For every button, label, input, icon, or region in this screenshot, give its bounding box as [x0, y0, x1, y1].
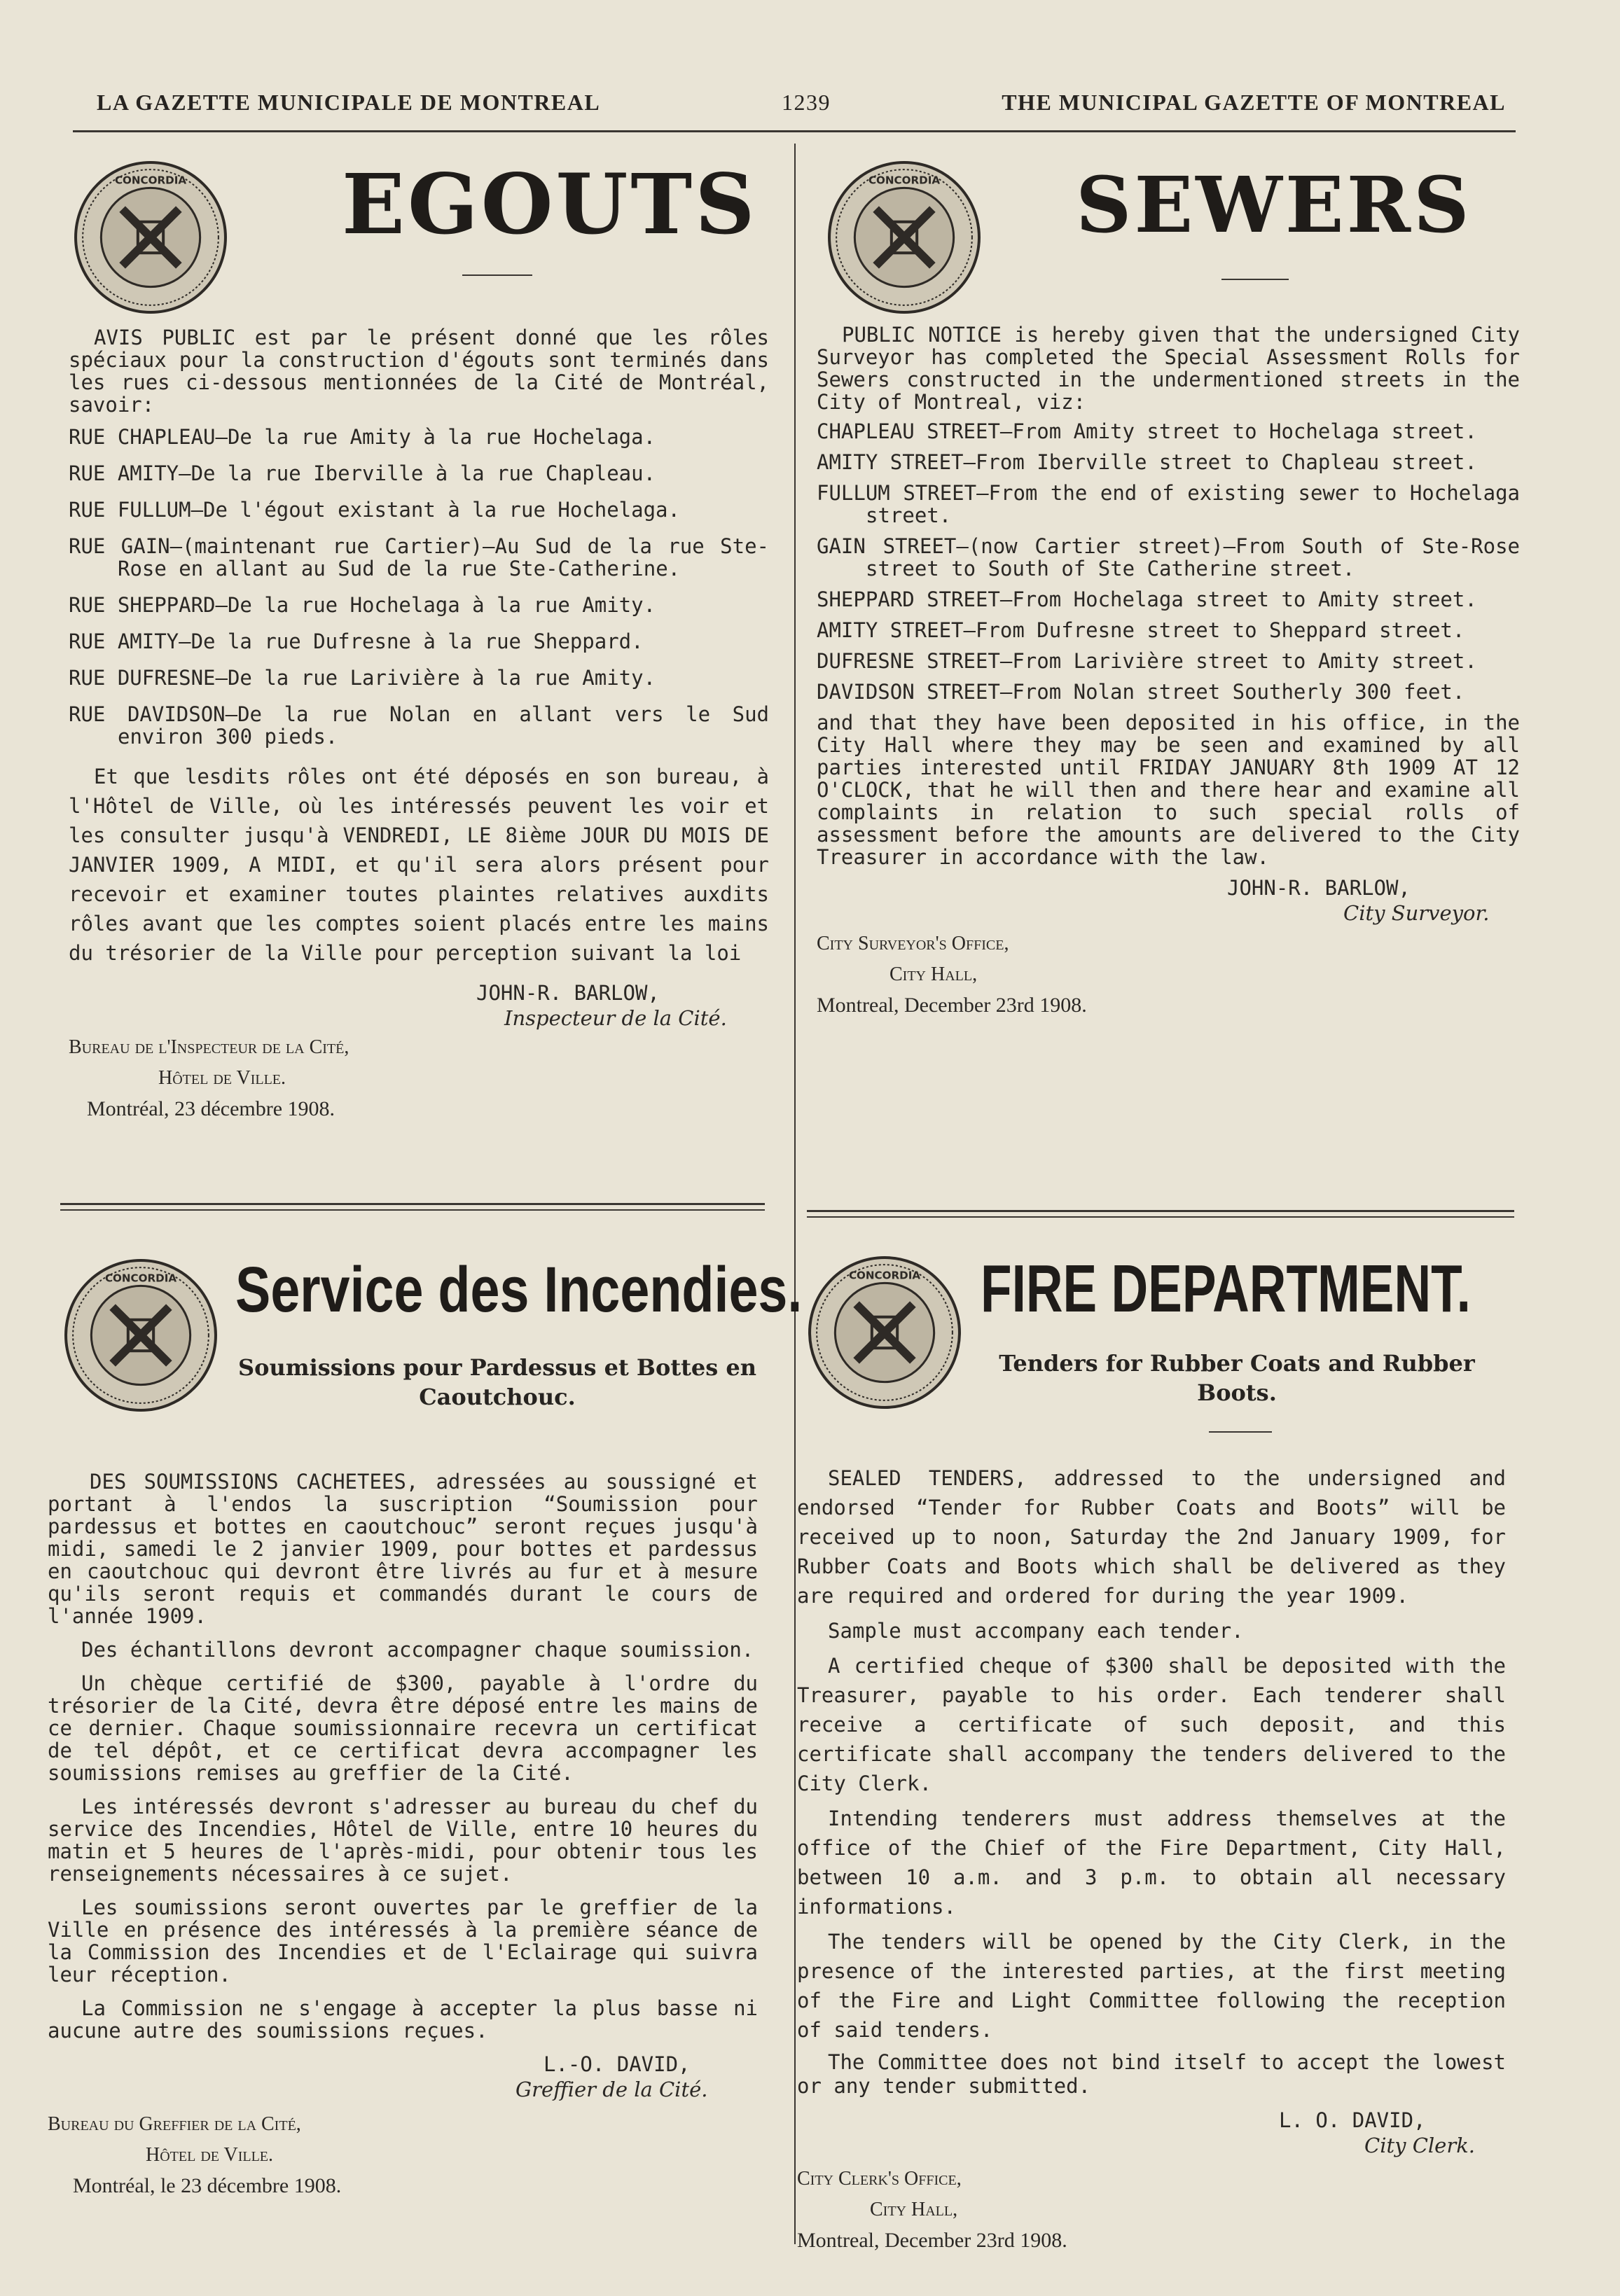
header-left-title: LA GAZETTE MUNICIPALE DE MONTREAL	[97, 90, 601, 115]
fire-office-building: City Hall,	[870, 2199, 958, 2220]
incendies-subtitle: Soumissions pour Pardessus et Bottes en Caoutchouc.	[237, 1354, 757, 1410]
title-dash	[1209, 1431, 1272, 1433]
egouts-item: RUE AMITY—De la rue Dufresne à la rue Sheppard.	[69, 629, 644, 653]
fire-date: Montreal, December 23rd 1908.	[797, 2229, 1067, 2252]
page-number: 1239	[782, 90, 831, 115]
fire-column	[797, 1463, 1506, 2256]
egouts-item: RUE SHEPPARD—De la rue Hochelaga à la rue Amity.	[69, 593, 656, 617]
incendies-signature-title: Greffier de la Cité.	[515, 2078, 708, 2101]
sewers-item: AMITY STREET—From Dufresne street to Sheppard street.	[817, 618, 1465, 642]
egouts-item: RUE CHAPLEAU—De la rue Amity à la rue Hochelaga.	[69, 425, 656, 449]
incendies-paragraph: Les intéressés devront s'adresser au bureau du chef du service des Incendies, Hôtel de Ville, entre 10 heures du matin et 5 heures de l'après-midi, pour obtenir tous les renseignements nécessaires à ce sujet.	[48, 1795, 758, 1886]
egouts-item: RUE AMITY—De la rue Iberville à la rue Chapleau.	[69, 461, 656, 485]
svg-text:CONCORDIA: CONCORDIA	[104, 1272, 177, 1285]
egouts-body: Et que lesdits rôles ont été déposés en son bureau, à l'Hôtel de Ville, où les intéressés peuvent les voir et les consulter jusqu'à VENDREDI, LE 8ième JOUR DU MOIS DE JANVIER 1909, A MIDI, et qu'il sera alors présent pour recevoir et examiner toutes plaintes relatives auxdits rôles avant que les comptes soient placés entre les mains du trésorier de la Ville pour perception suivant la loi	[69, 765, 769, 965]
incendies-paragraph: DES SOUMISSIONS CACHETEES, adressées au soussigné et portant à l'endos la suscription “Soumission pour pardessus et bottes en caoutchouc” seront reçues jusqu'à midi, samedi le 2 janvier 1909, pour bottes et pardessus en caoutchouc qui devront être livrés au fur et à mesure qu'ils seront requis et commandés durant le cours de l'année 1909.	[48, 1470, 758, 1628]
fire-paragraph: A certified cheque of $300 shall be deposited with the Treasurer, payable to his order. Each tenderer shall receive a certificate of such deposit, and this certificate shall accompany the tenders delivered to the City Clerk.	[797, 1654, 1506, 1795]
sewers-body: and that they have been deposited in his office, in the City Hall where they may be seen and examined by all parties interested until FRIDAY JANUARY 8th 1909 AT 12 O'CLOCK, that he will then and there hear and examine all complaints in relation to such special rolls of assessment before the amounts are delivered to the City Treasurer in accordance with the law.	[817, 711, 1520, 869]
sewers-signature-title: City Surveyor.	[1343, 901, 1490, 925]
fire-paragraph: The tenders will be opened by the City Clerk, in the presence of the interested parties, at the first meeting of the Fire and Light Committee following the reception of said tenders.	[797, 1930, 1506, 2042]
egouts-title: EGOUTS	[342, 155, 758, 253]
svg-text:CONCORDIA: CONCORDIA	[848, 1269, 921, 1282]
egouts-item: RUE GAIN—(maintenant rue Cartier)—Au Sud de la rue Ste-Rose en allant au Sud de la rue Ste-Catherine.	[69, 534, 769, 580]
sewers-item: SHEPPARD STREET—From Hochelaga street to Amity street.	[817, 587, 1477, 611]
fire-paragraph: Sample must accompany each tender.	[828, 1619, 1244, 1643]
incendies-date: Montréal, le 23 décembre 1908.	[73, 2174, 342, 2197]
sewers-intro: PUBLIC NOTICE is hereby given that the undersigned City Surveyor has completed the Special Assessment Rolls for Sewers constructed in the undermentioned streets in the City of Montreal, viz:	[817, 323, 1520, 414]
incendies-office: Bureau du Greffier de la Cité,	[48, 2113, 301, 2135]
egouts-intro: AVIS PUBLIC est par le présent donné que les rôles spéciaux pour la construction d'égouts sont terminés dans les rues ci-dessous mentionnées de la Cité de Montréal, savoir:	[69, 326, 769, 417]
incendies-title: Service des Incendies.	[235, 1254, 803, 1326]
incendies-office-building: Hôtel de Ville.	[146, 2144, 273, 2166]
egouts-date: Montréal, 23 décembre 1908.	[87, 1097, 335, 1120]
city-seal-icon	[826, 160, 982, 315]
sewers-item: CHAPLEAU STREET—From Amity street to Hochelaga street.	[817, 419, 1477, 443]
page-header	[97, 90, 1506, 125]
sewers-column	[817, 323, 1520, 1021]
fire-signature-title: City Clerk.	[1364, 2134, 1475, 2157]
incendies-column	[48, 1470, 758, 2201]
egouts-column	[69, 326, 769, 1125]
egouts-office: Bureau de l'Inspecteur de la Cité,	[69, 1036, 349, 1058]
svg-text:CONCORDIA: CONCORDIA	[114, 174, 187, 187]
sewers-item: DAVIDSON STREET—From Nolan street Southerly 300 feet.	[817, 680, 1465, 704]
city-seal-icon	[73, 160, 228, 315]
fire-paragraph: The Committee does not bind itself to accept the lowest or any tender submitted.	[797, 2050, 1506, 2098]
incendies-paragraph: Les soumissions seront ouvertes par le greffier de la Ville en présence des intéressés à la première séance de la Commission des Incendies et de l'Eclairage qui suivra leur réception.	[48, 1895, 758, 1987]
title-dash	[1221, 279, 1289, 280]
fire-title: FIRE DEPARTMENT.	[981, 1251, 1471, 1326]
svg-text:CONCORDIA: CONCORDIA	[868, 174, 941, 187]
fire-paragraph: Intending tenderers must address themselves at the office of the Chief of the Fire Department, City Hall, between 10 a.m. and 3 p.m. to obtain all necessary informations.	[797, 1807, 1506, 1919]
section-divider-left	[60, 1203, 765, 1211]
fire-signature: L. O. DAVID,	[1279, 2108, 1426, 2132]
city-seal-icon	[807, 1255, 962, 1410]
column-divider	[794, 144, 796, 2244]
egouts-signature-title: Inspecteur de la Cité.	[504, 1006, 727, 1030]
sewers-title: SEWERS	[1076, 160, 1472, 250]
sewers-item: AMITY STREET—From Iberville street to Chapleau street.	[817, 450, 1477, 474]
city-seal-icon	[63, 1258, 219, 1413]
header-right-title: THE MUNICIPAL GAZETTE OF MONTREAL	[1002, 90, 1506, 115]
egouts-item: RUE DAVIDSON—De la rue Nolan en allant vers le Sud environ 300 pieds.	[69, 702, 769, 749]
incendies-paragraph: Un chèque certifié de $300, payable à l'ordre du trésorier de la Cité, devra être déposé entre les mains de ce dernier. Chaque soumissionnaire recevra un certificat de tel dépôt, et ce certificat devra accompagner les soumissions remises au greffier de la Cité.	[48, 1671, 758, 1785]
egouts-item: RUE FULLUM—De l'égout existant à la rue Hochelaga.	[69, 498, 680, 522]
incendies-paragraph: Des échantillons devront accompagner chaque soumission.	[81, 1638, 754, 1662]
section-divider-right	[807, 1210, 1514, 1218]
sewers-signature: JOHN-R. BARLOW,	[1227, 876, 1411, 900]
egouts-item: RUE DUFRESNE—De la rue Larivière à la rue Amity.	[69, 666, 656, 690]
incendies-paragraph: La Commission ne s'engage à accepter la plus basse ni aucune autre des soumissions reçues.	[48, 1996, 758, 2043]
header-rule	[73, 130, 1516, 132]
egouts-signature: JOHN-R. BARLOW,	[476, 981, 660, 1005]
fire-office: City Clerk's Office,	[797, 2168, 962, 2190]
sewers-item: DUFRESNE STREET—From Larivière street to Amity street.	[817, 649, 1477, 673]
sewers-item: GAIN STREET—(now Cartier street)—From South of Ste-Rose street to South of Ste Catherine street.	[817, 534, 1520, 580]
fire-subtitle: Tenders for Rubber Coats and Rubber Boots.	[999, 1350, 1475, 1406]
sewers-office-building: City Hall,	[889, 963, 978, 985]
sewers-date: Montreal, December 23rd 1908.	[817, 994, 1087, 1017]
sewers-office: City Surveyor's Office,	[817, 933, 1009, 954]
egouts-office-building: Hôtel de Ville.	[158, 1067, 286, 1089]
title-dash	[462, 274, 532, 276]
sewers-item: FULLUM STREET—From the end of existing sewer to Hochelaga street.	[817, 481, 1520, 527]
fire-paragraph: SEALED TENDERS, addressed to the undersigned and endorsed “Tender for Rubber Coats and Boots” will be received up to noon, Saturday the 2nd January 1909, for Rubber Coats and Boots which shall be delivered as they are required and ordered for during the year 1909.	[797, 1466, 1506, 1608]
incendies-signature: L.-O. DAVID,	[544, 2052, 691, 2076]
